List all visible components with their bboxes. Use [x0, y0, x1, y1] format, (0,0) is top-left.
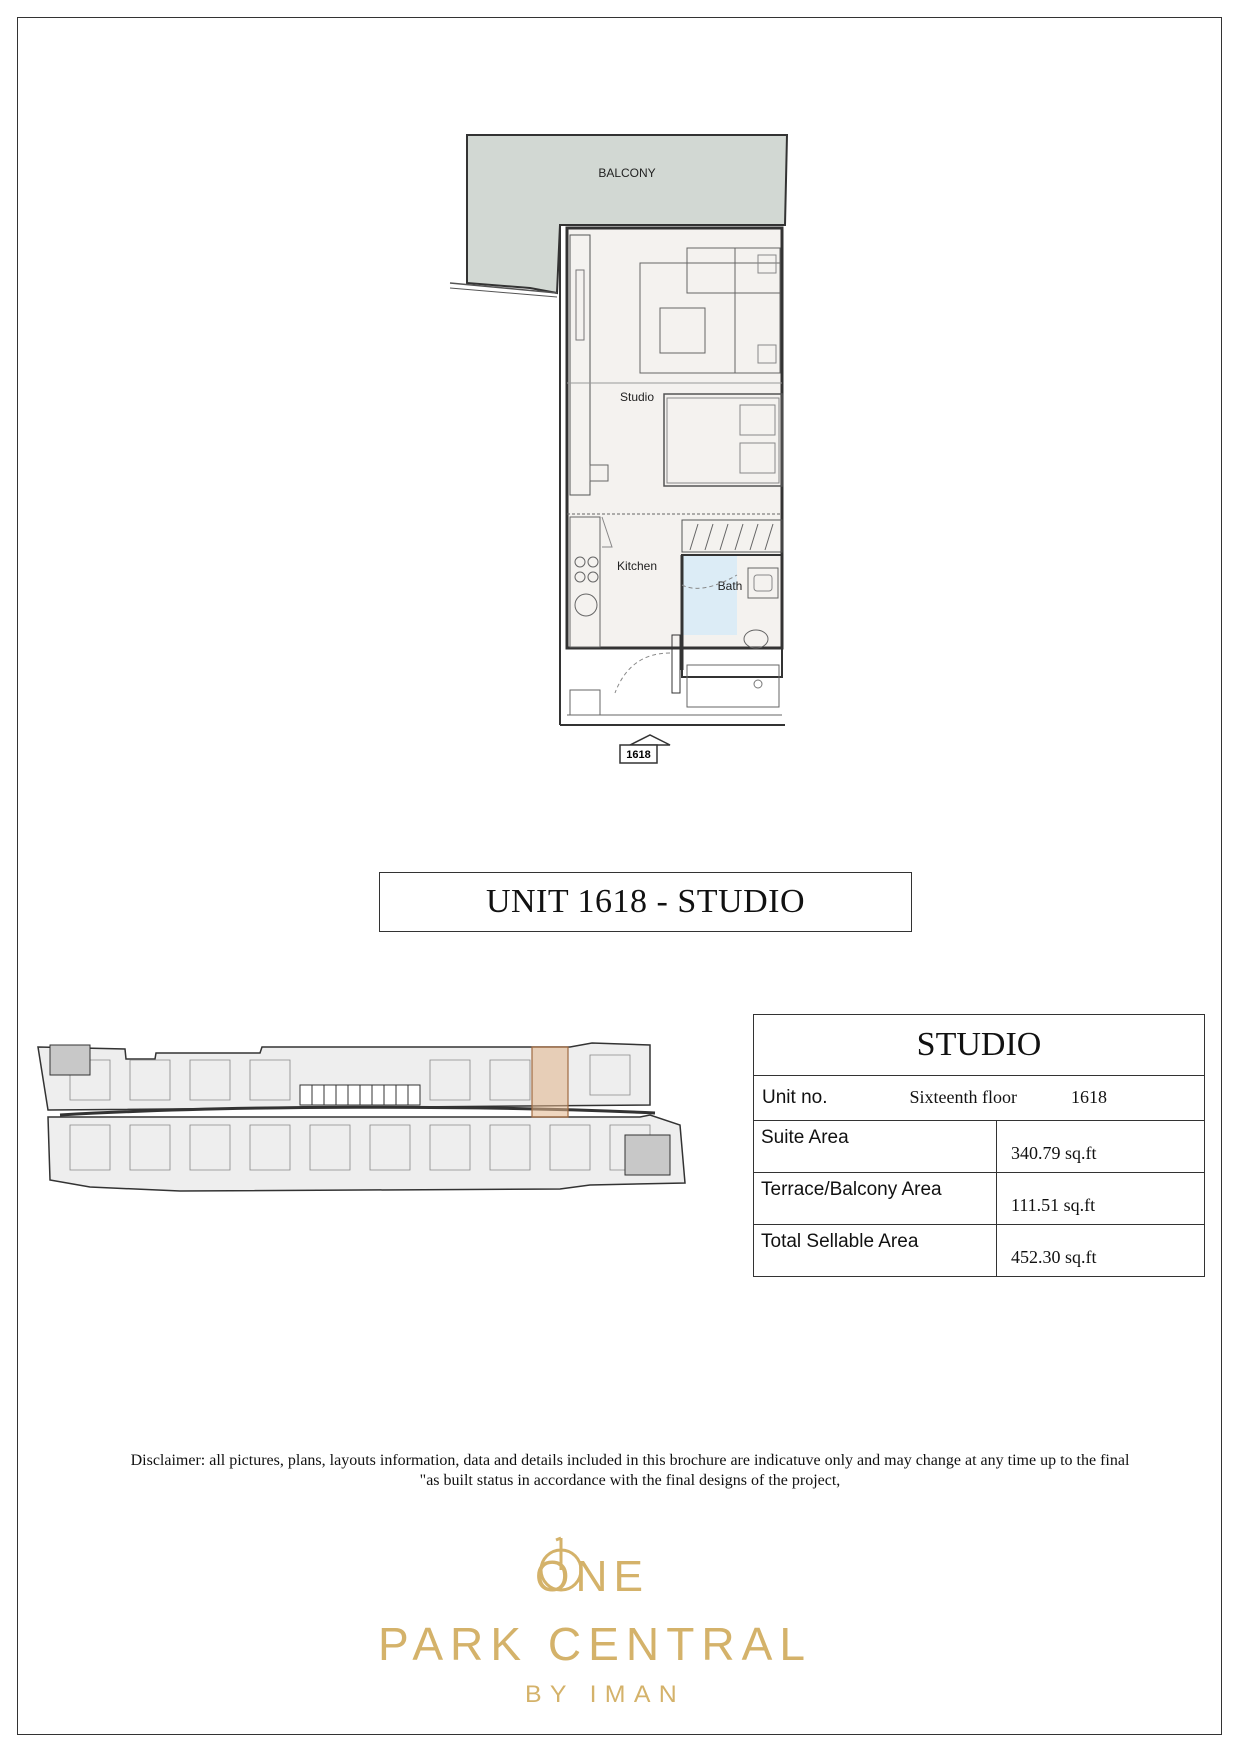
suite-area-value: 340.79 sq.ft: [997, 1121, 1205, 1173]
table-title: STUDIO: [754, 1015, 1205, 1076]
balcony-area-label: Terrace/Balcony Area: [754, 1173, 997, 1225]
unit-number-value: 1618: [1070, 1087, 1107, 1107]
total-area-value: 452.30 sq.ft: [997, 1225, 1205, 1277]
floor-value: Sixteenth floor: [909, 1087, 1017, 1107]
bath-area: [682, 555, 737, 635]
unit-number-row: [754, 1076, 1205, 1121]
disclaimer: [70, 1451, 1190, 1491]
studio-label: Studio: [619, 390, 655, 404]
kitchen-label: Kitchen: [616, 559, 658, 573]
unit-floor-plan: [440, 125, 800, 765]
unit-entry-marker: [630, 735, 670, 745]
key-floor-plan: [30, 1035, 730, 1220]
disclaimer-line-1: Disclaimer: all pictures, plans, layouts information, data and details included in this brochure are indicatuve only and may change at any time up to the final: [130, 1452, 1130, 1469]
one-park-central-logo: [360, 1530, 830, 1710]
disclaimer-line-2: "as built status in accordance with the final designs of the project,: [419, 1472, 841, 1489]
highlighted-unit: [532, 1047, 568, 1117]
unit-details-table: [753, 1014, 1205, 1277]
unit-no-label: Unit no.: [762, 1087, 828, 1108]
studio-area: [567, 228, 782, 648]
unit-title: UNIT 1618 - STUDIO: [379, 872, 912, 932]
total-area-label: Total Sellable Area: [754, 1225, 997, 1277]
bath-label: Bath: [717, 579, 743, 593]
logo-line-2: PARK CENTRAL: [378, 1618, 812, 1670]
unit-number-tag: 1618: [626, 749, 651, 761]
suite-area-label: Suite Area: [754, 1121, 997, 1173]
table-row: [754, 1121, 1205, 1173]
balcony-label: BALCONY: [598, 166, 656, 180]
table-row: [754, 1225, 1205, 1277]
logo-line-1: ONE: [535, 1552, 649, 1601]
table-row: [754, 1173, 1205, 1225]
logo-line-3: BY IMAN: [525, 1681, 685, 1708]
balcony-area-value: 111.51 sq.ft: [997, 1173, 1205, 1225]
